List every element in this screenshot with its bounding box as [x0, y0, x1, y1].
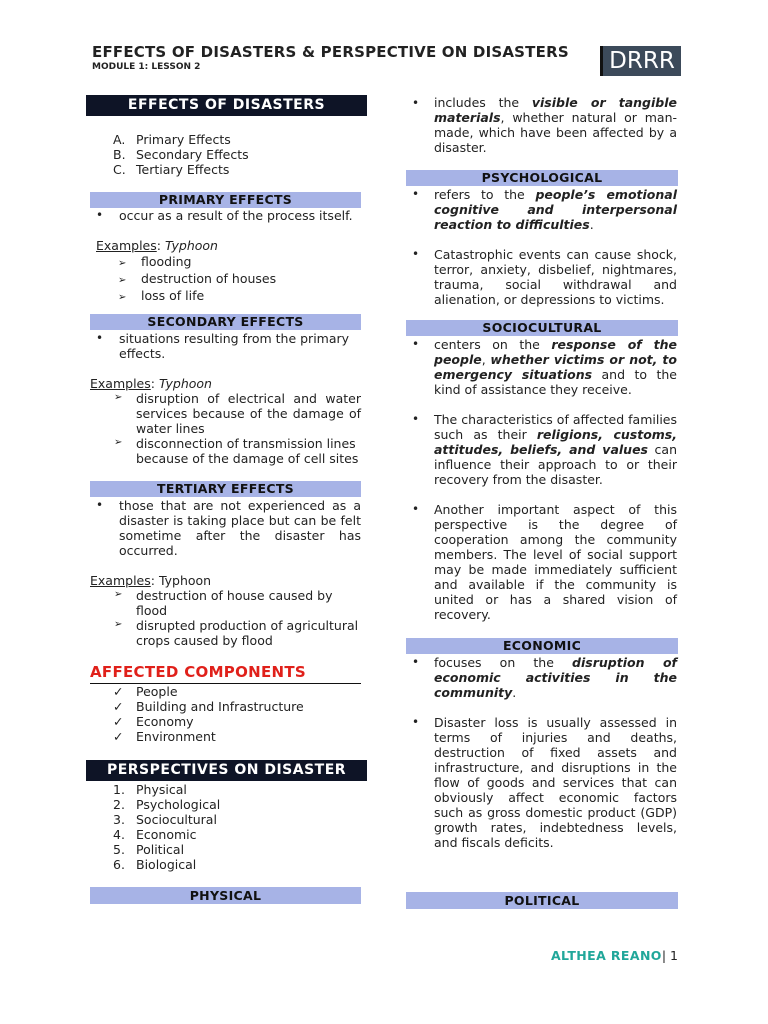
primary-example-list: ➢ flooding ➢ destruction of houses ➢ loss of life — [118, 254, 277, 303]
effects-list: A. Primary Effects B. Secondary Effects C. Tertiary Effects — [113, 132, 249, 177]
bullet-icon: • — [96, 331, 104, 345]
affected-components-list: ✓ People ✓ Building and Infrastructure ✓ Economy ✓ Environment — [113, 684, 304, 744]
primary-examples: Examples: Typhoon — [96, 238, 218, 253]
economic-heading: ECONOMIC — [406, 638, 678, 654]
check-icon: ✓ — [113, 699, 124, 714]
perspectives-heading: PERSPECTIVES ON DISASTER — [86, 760, 367, 781]
arrow-icon: ➢ — [114, 437, 123, 448]
sociocultural-bullet: Another important aspect of this perspective is the degree of cooperation among the community members. The level of social support may be made immediately sufficient and available if the community is united or has a shared vision of recovery. — [434, 502, 677, 622]
arrow-icon: ➢ — [114, 392, 123, 403]
secondary-examples: Examples: Typhoon — [90, 376, 212, 391]
physical-bullet: includes the visible or tangible materials, whether natural or man-made, which have been affected by a disaster. — [434, 95, 677, 155]
bullet-icon: • — [96, 208, 104, 222]
perspectives-list: 1. Physical 2. Psychological 3. Sociocultural 4. Economic 5. Political 6. Biological — [113, 782, 221, 872]
author-name: ALTHEA REANO — [550, 948, 662, 963]
document-title: EFFECTS OF DISASTERS & PERSPECTIVE ON DISASTERS — [92, 43, 569, 61]
primary-effects-heading: PRIMARY EFFECTS — [90, 192, 361, 208]
sociocultural-heading: SOCIOCULTURAL — [406, 320, 678, 336]
effects-heading: EFFECTS OF DISASTERS — [86, 95, 367, 116]
economic-bullet: Disaster loss is usually assessed in terms of injuries and deaths, destruction of fixed assets and infrastructure, and disruptions in the flow of goods and services that can obviously affect economic factors such as gross domestic product (GDP) growth rates, indebtedness levels, and fiscals deficits. — [434, 715, 677, 850]
bullet-icon: • — [96, 498, 104, 512]
arrow-icon: ➢ — [118, 258, 127, 269]
primary-bullet: occur as a result of the process itself. — [119, 208, 353, 223]
tertiary-item: destruction of house caused by flood — [136, 588, 333, 618]
page-number: 1 — [670, 948, 678, 963]
sociocultural-bullet: The characteristics of affected families such as their religions, customs, attitudes, beliefs, and values can influence their approach to or their recovery from the disaster. — [434, 412, 678, 487]
bullet-icon: • — [412, 96, 420, 110]
secondary-item: disconnection of transmission lines because of the damage of cell sites — [136, 436, 359, 466]
secondary-item: disruption of electrical and water services because of the damage of water lines — [136, 391, 361, 436]
bullet-icon: • — [412, 502, 420, 516]
bullet-icon: • — [412, 412, 420, 426]
psychological-heading: PSYCHOLOGICAL — [406, 170, 678, 186]
arrow-icon: ➢ — [118, 292, 127, 303]
tertiary-effects-heading: TERTIARY EFFECTS — [90, 481, 361, 497]
physical-heading: PHYSICAL — [90, 887, 361, 904]
tertiary-bullet: those that are not experienced as a disaster is taking place but can be felt sometime after the disaster has occurred. — [119, 498, 361, 558]
economic-bullet: focuses on the disruption of economic activities in the community. — [434, 655, 677, 700]
psychological-bullet: refers to the people’s emotional cognitive and interpersonal reaction to difficulties. — [434, 187, 677, 232]
secondary-bullet: situations resulting from the primary effects. — [119, 331, 350, 361]
bullet-icon: • — [412, 187, 420, 201]
psychological-bullet: Catastrophic events can cause shock, terror, anxiety, disbelief, nightmares, trauma, social withdrawal and alienation, or depressions to victims. — [434, 247, 677, 307]
check-icon: ✓ — [113, 684, 124, 699]
check-icon: ✓ — [113, 714, 124, 729]
political-heading: POLITICAL — [406, 892, 678, 909]
bullet-icon: • — [412, 337, 420, 351]
arrow-icon: ➢ — [114, 619, 123, 630]
arrow-icon: ➢ — [114, 589, 123, 600]
tertiary-examples: Examples: Typhoon — [90, 573, 212, 588]
arrow-icon: ➢ — [118, 275, 127, 286]
secondary-effects-heading: SECONDARY EFFECTS — [90, 314, 361, 330]
check-icon: ✓ — [113, 729, 124, 744]
affected-components-heading: AFFECTED COMPONENTS — [90, 663, 361, 684]
module-label: MODULE 1: LESSON 2 — [92, 62, 201, 72]
bullet-icon: • — [412, 655, 420, 669]
bullet-icon: • — [412, 247, 420, 261]
drrr-logo: DRRR — [600, 46, 681, 76]
sociocultural-bullet: centers on the response of the people, whether victims or not, to emergency situations and to the kind of assistance they receive. — [434, 337, 677, 397]
tertiary-item: disrupted production of agricultural crops caused by flood — [136, 618, 359, 648]
page-footer: ALTHEA REANO| 1 — [550, 948, 678, 963]
bullet-icon: • — [412, 715, 420, 729]
